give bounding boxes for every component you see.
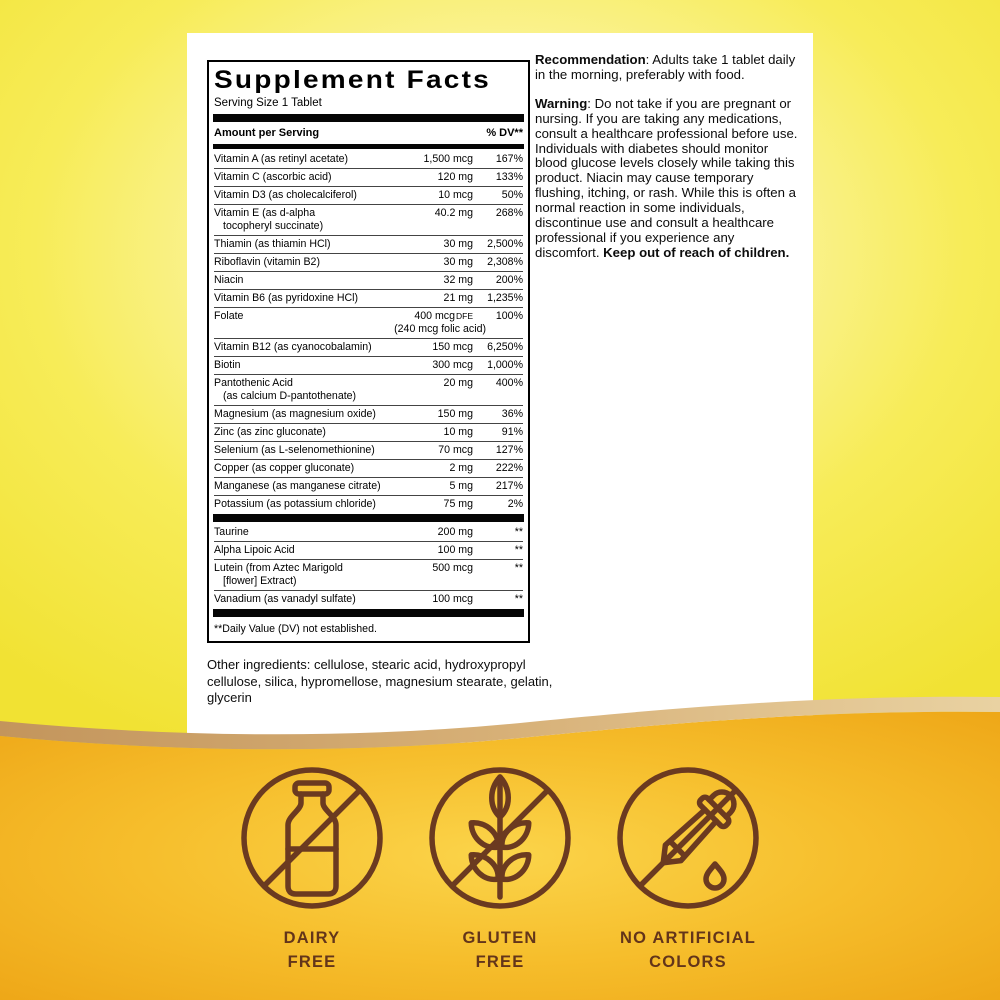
warning-bold-text: Keep out of reach of children.	[603, 244, 790, 260]
serving-size: Serving Size 1 Tablet	[214, 97, 322, 109]
nutrient-amount: 32 mg	[443, 274, 473, 286]
nutrient-name: Taurine	[214, 526, 249, 538]
nutrient-amount: 75 mg	[443, 498, 473, 510]
nutrient-dv: 2%	[507, 498, 523, 510]
nutrient-amount: 150 mg	[437, 408, 473, 420]
nutrient-dv: 6,250%	[487, 341, 523, 353]
no-artificial-colors-icon	[613, 763, 763, 913]
nutrient-dv: 133%	[495, 171, 523, 183]
nutrient-name: Vitamin A (as retinyl acetate)	[214, 153, 349, 165]
nutrient-dv: 217%	[495, 480, 523, 492]
nutrient-name: Vanadium (as vanadyl sulfate)	[214, 593, 356, 605]
nutrient-amount: 2 mg	[449, 462, 473, 474]
nutrient-amount: 100 mg	[437, 544, 473, 556]
nutrient-amount: 150 mcg	[432, 341, 473, 353]
nutrient-name: Alpha Lipoic Acid	[214, 544, 295, 556]
nutrient-amount: 1,500 mcg	[423, 153, 473, 165]
amount-header: Amount per Serving	[214, 127, 320, 139]
nutrient-amount: 70 mcg	[438, 444, 473, 456]
nutrient-amount: 30 mg	[443, 238, 473, 250]
badge-dairy-free	[219, 763, 405, 974]
nutrient-name-line2: (as calcium D-pantothenate)	[223, 390, 357, 402]
nutrient-name: Potassium (as potassium chloride)	[214, 498, 376, 510]
badge-gluten-free	[407, 763, 593, 974]
nutrient-name: Riboflavin (vitamin B2)	[214, 256, 320, 268]
nutrient-amount: 10 mg	[443, 426, 473, 438]
other-ingredients: Other ingredients: cellulose, stearic acid, hydroxypropyl cellulose, silica, hypromellose, magnesium stearate, gelatin, glycerin	[207, 657, 553, 705]
nutrient-dv: 1,235%	[487, 292, 523, 304]
badge-label-line1: GLUTEN	[462, 929, 538, 947]
nutrient-amount: 10 mcg	[438, 189, 473, 201]
badge-label	[284, 926, 341, 974]
nutrient-name: Folate	[214, 310, 244, 322]
warning-text: : Do not take if you are pregnant or nursing. If you are taking any medications, consult a healthcare professional before use. Individuals with diabetes should monitor blood glucose levels closely while taking this product. Niacin may cause temporary flushing, itching, or rash. While this is often a normal reaction in some individuals, discontinue use and consult a healthcare professional if you experience any discomfort.	[535, 95, 798, 260]
amount-unit-suffix: DFE	[456, 311, 473, 321]
nutrient-name: Copper (as copper gluconate)	[214, 462, 355, 474]
nutrient-amount: 21 mg	[443, 292, 473, 304]
nutrient-dv: 100%	[495, 310, 523, 322]
badge-label-line2: FREE	[287, 953, 337, 971]
nutrient-name: Vitamin D3 (as cholecalciferol)	[214, 189, 357, 201]
nutrient-dv: **	[514, 544, 523, 556]
nutrient-name: Vitamin E (as d-alpha	[214, 207, 316, 219]
dv-footnote: **Daily Value (DV) not established.	[214, 623, 377, 635]
nutrient-dv: 400%	[495, 377, 523, 389]
feature-badges	[0, 763, 1000, 974]
nutrient-amount: 400 mcgDFE	[414, 310, 473, 322]
nutrient-amount: 20 mg	[443, 377, 473, 389]
dv-header: % DV**	[486, 127, 523, 139]
recommendation-text: : Adults take 1 tablet daily in the morning, preferably with food.	[535, 52, 796, 82]
badge-label-line1: NO ARTIFICIAL	[620, 929, 756, 947]
nutrient-dv: 36%	[501, 408, 523, 420]
badge-no-artificial-colors	[595, 763, 781, 974]
badge-label-line1: DAIRY	[283, 929, 341, 947]
nutrient-name: Magnesium (as magnesium oxide)	[214, 408, 376, 420]
badge-label-line2: FREE	[475, 953, 525, 971]
nutrient-name: Lutein (from Aztec Marigold	[214, 562, 343, 574]
nutrient-name: Niacin	[214, 274, 244, 286]
no-dairy-icon	[237, 763, 387, 913]
nutrient-dv: **	[514, 562, 523, 574]
nutrient-dv: 2,308%	[487, 256, 523, 268]
badge-label	[620, 926, 756, 974]
nutrient-name: Biotin	[214, 359, 241, 371]
facts-title: Supplement Facts	[214, 66, 492, 94]
nutrient-name-line2: [flower] Extract)	[223, 575, 297, 587]
nutrient-name: Vitamin B12 (as cyanocobalamin)	[214, 341, 372, 353]
recommendation-label: Recommendation	[535, 52, 646, 67]
nutrient-dv: 127%	[495, 444, 523, 456]
nutrient-name: Vitamin C (ascorbic acid)	[214, 171, 332, 183]
nutrient-amount: 120 mg	[437, 171, 473, 183]
nutrient-name-line2: tocopheryl succinate)	[223, 220, 324, 232]
nutrient-name: Manganese (as manganese citrate)	[214, 480, 381, 492]
nutrient-dv: 200%	[495, 274, 523, 286]
badge-label	[462, 926, 537, 974]
badge-label-line2: COLORS	[649, 953, 727, 971]
nutrient-dv: 91%	[501, 426, 523, 438]
nutrient-dv: 268%	[495, 207, 523, 219]
nutrient-dv: **	[514, 593, 523, 605]
nutrient-amount: 40.2 mg	[434, 207, 473, 219]
nutrient-name: Thiamin (as thiamin HCl)	[214, 238, 331, 250]
nutrient-amount: 300 mcg	[432, 359, 473, 371]
warning-label: Warning	[535, 95, 588, 111]
nutrient-name: Zinc (as zinc gluconate)	[214, 426, 326, 438]
nutrient-name: Selenium (as L-selenomethionine)	[214, 444, 375, 456]
nutrient-amount: 30 mg	[443, 256, 473, 268]
nutrient-name: Pantothenic Acid	[214, 377, 293, 389]
nutrient-dv: 2,500%	[487, 238, 523, 250]
nutrient-amount: 200 mg	[437, 526, 473, 538]
nutrient-dv: 167%	[495, 153, 523, 165]
nutrient-amount-line2: (240 mcg folic acid)	[394, 323, 486, 335]
nutrient-dv: 222%	[495, 462, 523, 474]
nutrient-name: Vitamin B6 (as pyridoxine HCl)	[214, 292, 359, 304]
nutrient-amount: 100 mcg	[432, 593, 473, 605]
nutrient-dv: **	[514, 526, 523, 538]
nutrient-dv: 1,000%	[487, 359, 523, 371]
nutrient-amount: 5 mg	[449, 480, 473, 492]
nutrient-amount: 500 mcg	[432, 562, 473, 574]
no-gluten-icon	[425, 763, 575, 913]
nutrient-dv: 50%	[501, 189, 523, 201]
